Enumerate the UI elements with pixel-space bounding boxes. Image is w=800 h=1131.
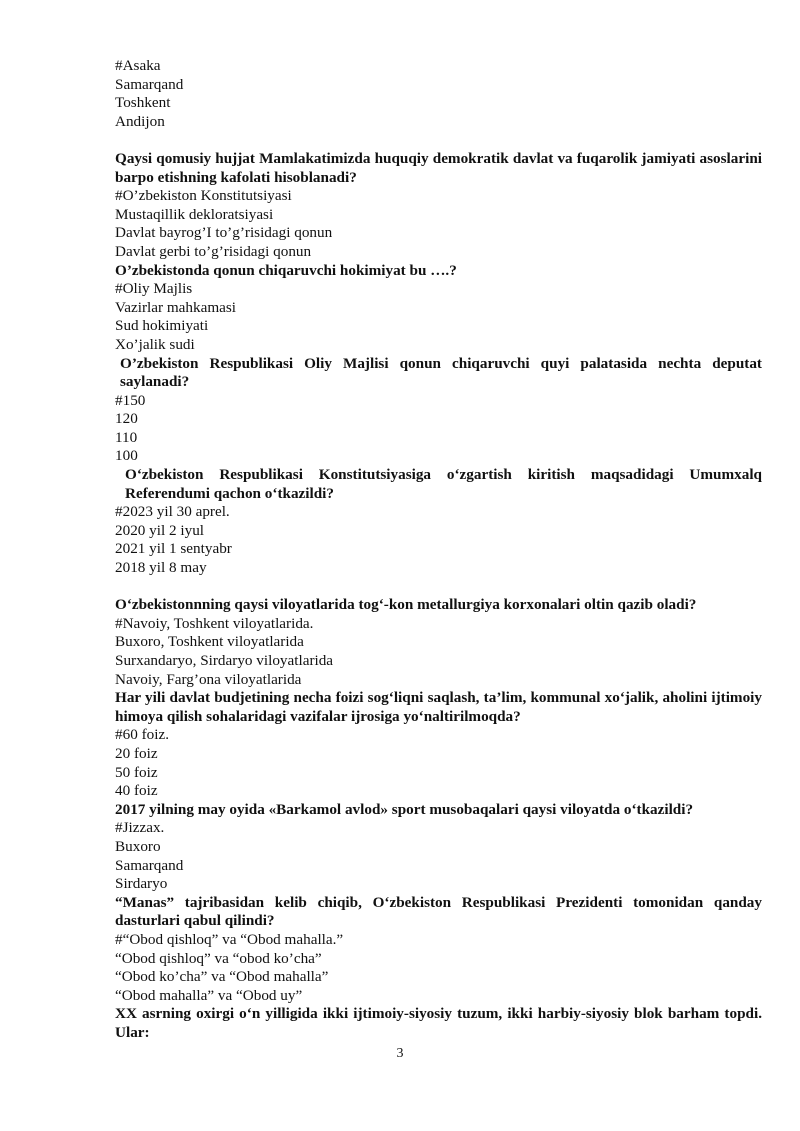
answer-option: Vazirlar mahkamasi [115,298,237,316]
answer-option: “Obod ko’cha” va “Obod mahalla” [115,968,329,986]
question-text: Har yili davlat budjetining necha foizi sog‘liqni saqlash, ta’lim, kommunal xo‘jalik, aholini ijtimoiy himoya qilish sohalaridagi vazifalar ijrosiga yo‘naltirilmoqda? [115,689,762,725]
answer-option: 110 [115,428,138,446]
answer-option: “Obod qishloq” va “obod ko’cha” [115,949,322,967]
answer-option-correct: #2023 yil 30 aprel. [115,503,230,521]
answer-option: Xo’jalik sudi [115,335,195,353]
answer-option-correct: #Navoiy, Toshkent viloyatlarida. [115,614,314,632]
answer-option-correct: #O’zbekiston Konstitutsiyasi [115,187,292,205]
answer-option: 40 foiz [115,782,158,800]
answer-option-correct: #Oliy Majlis [115,280,193,298]
answer-option: Buxoro [115,837,161,855]
answer-option: Navoiy, Farg’ona viloyatlarida [115,670,302,688]
answer-option-correct: #“Obod qishloq” va “Obod mahalla.” [115,930,344,948]
answer-option: Andijon [115,112,165,130]
answer-option: Toshkent [115,94,171,112]
answer-option: 20 foiz [115,744,158,762]
answer-option: Davlat gerbi to’g’risidagi qonun [115,242,312,260]
question-text: 2017 yilning may oyida «Barkamol avlod» sport musobaqalari qaysi viloyatda o‘tkazildi? [115,800,694,818]
answer-option: Davlat bayrog’I to’g’risidagi qonun [115,224,333,242]
answer-option: 2018 yil 8 may [115,559,207,577]
answer-option: 2021 yil 1 sentyabr [115,540,232,558]
answer-option: 120 [115,410,138,428]
answer-option-correct: #60 foiz. [115,726,169,744]
blank-line [115,131,762,150]
answer-option: Samarqand [115,75,184,93]
question-text: O’zbekiston Respublikasi Oliy Majlisi qonun chiqaruvchi quyi palatasida nechta deputat saylanadi? [120,354,762,391]
question-text: Qaysi qomusiy hujjat Mamlakatimizda huquqiy demokratik davlat va fuqarolik jamiyati asoslarini barpo etishning kafolati hisoblanadi? [115,149,762,186]
answer-option-correct: #Asaka [115,57,161,74]
answer-option: 50 foiz [115,763,158,781]
answer-option: Sirdaryo [115,875,168,893]
answer-option-correct: #Jizzax. [115,819,165,837]
answer-option: Surxandaryo, Sirdaryo viloyatlarida [115,652,334,669]
document-page [115,57,762,1042]
answer-option: 2020 yil 2 iyul [115,521,205,539]
answer-option: Mustaqillik dekloratsiyasi [115,205,274,223]
blank-line [115,578,762,597]
answer-option-correct: #150 [115,391,146,409]
answer-option: “Obod mahalla” va “Obod uy” [115,986,303,1004]
question-text: O’zbekistonda qonun chiqaruvchi hokimiyat bu ….? [115,261,457,279]
page-number: 3 [396,1046,404,1061]
answer-option: Buxoro, Toshkent viloyatlarida [115,633,304,651]
question-text: O‘zbekiston Respublikasi Konstitutsiyasiga o‘zgartish kiritish maqsadidagi Umumxalq Referendumi qachon o‘tkazildi? [125,466,762,502]
answer-option: 100 [115,447,138,465]
question-text: “Manas” tajribasidan kelib chiqib, O‘zbekiston Respublikasi Prezidenti tomonidan qanday dasturlari qabul qilindi? [115,893,762,930]
question-text: XX asrning oxirgi o‘n yilligida ikki ijtimoiy-siyosiy tuzum, ikki harbiy-siyosiy blok barham topdi. Ular: [115,1005,762,1041]
answer-option: Sud hokimiyati [115,317,209,335]
answer-option: Samarqand [115,856,184,874]
question-text: O‘zbekistonnning qaysi viloyatlarida tog‘-kon metallurgiya korxonalari oltin qazib oladi? [115,596,697,614]
